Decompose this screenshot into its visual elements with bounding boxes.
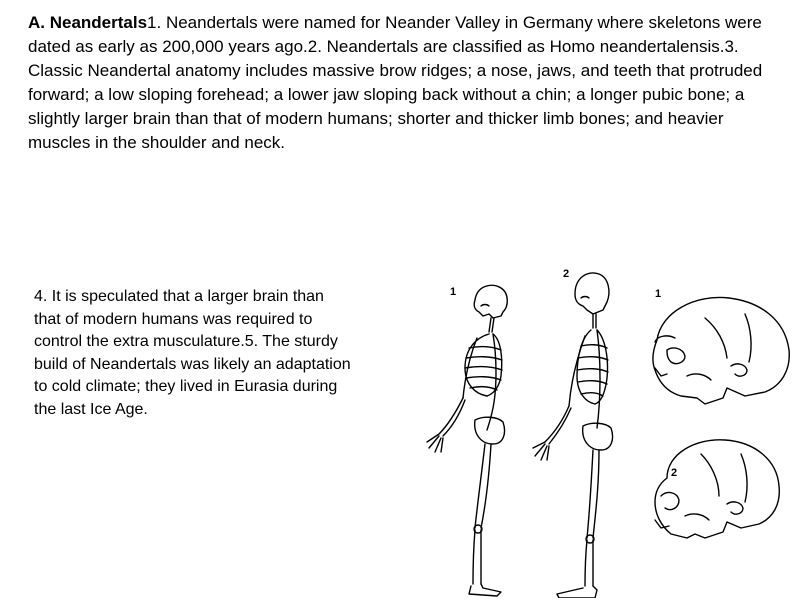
skeleton-comparison-figure [405, 258, 795, 598]
modern-human-skull [655, 440, 779, 538]
intro-text: 1. Neandertals were named for Neander Valley in Germany where skeletons were dated as early as 200,000 years ago.2. Neandertals are classified as Homo neandertalensis.3. Classic Neandertal anatomy includes massive brow ridges; a nose, jaws, and teeth that protruded forward; a low sloping forehead; a lower jaw sloping back without a chin; a longer pubic bone; a slightly larger brain than that of modern humans; shorter and thicker limb bones; and heavier muscles in the shoulder and neck. [28, 13, 763, 152]
intro-paragraph [28, 11, 778, 155]
skeleton-1-label: 1 [450, 286, 457, 298]
skull-2-label: 2 [671, 467, 678, 479]
section-heading: A. Neandertals [28, 13, 148, 32]
modern-human-skeleton [533, 273, 613, 598]
neandertal-skull [653, 297, 789, 404]
skeleton-2-label: 2 [563, 268, 570, 280]
skull-1-label: 1 [655, 288, 662, 300]
continued-paragraph: 4. It is speculated that a larger brain than that of modern humans was required to control the extra musculature.5. The sturdy build of Neandertals was likely an adaptation to cold climate; they lived in Eurasia during the last Ice Age. [34, 288, 351, 418]
neandertal-skeleton [427, 285, 507, 596]
skeleton-illustration [405, 258, 795, 598]
